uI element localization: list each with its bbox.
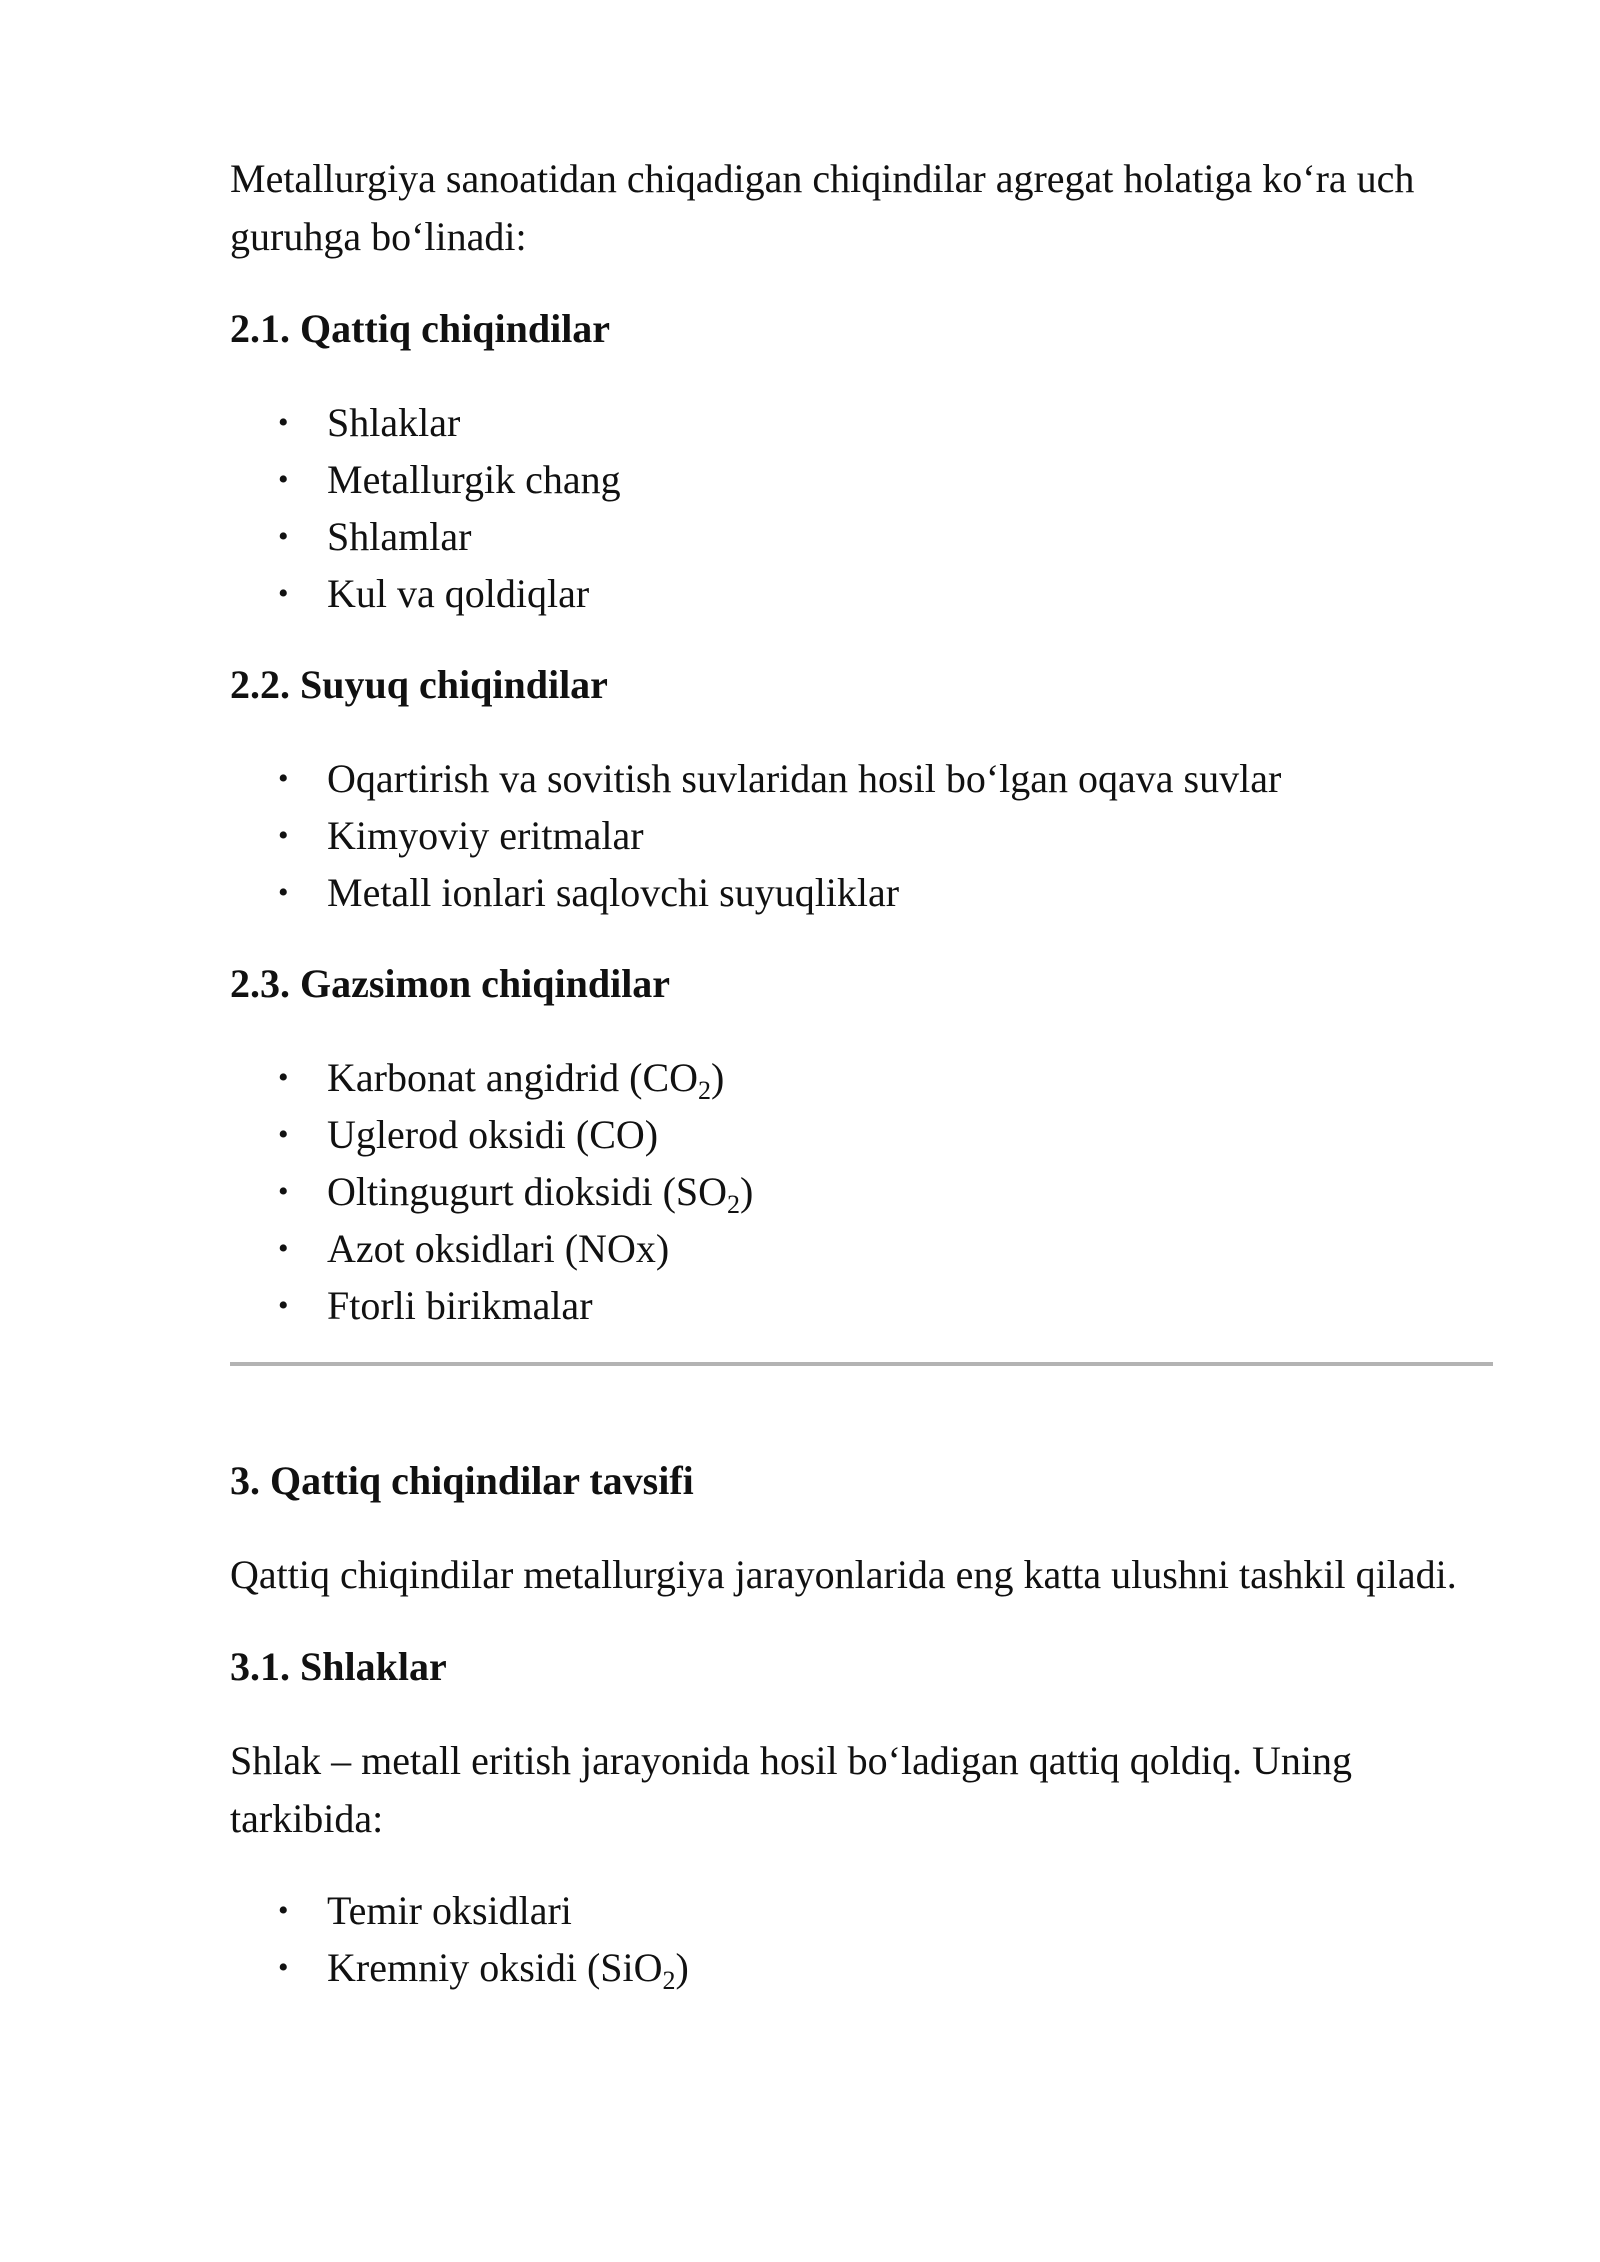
bullet-icon: • <box>278 1118 289 1151</box>
list-item: • Kul va qoldiqlar <box>230 565 1485 622</box>
list-item: • Kremniy oksidi (SiO$_2$) <box>230 1939 1485 1996</box>
bullet-icon: • <box>278 463 289 496</box>
bullet-icon: • <box>278 1951 289 1984</box>
list-item: • Ftorli birikmalar <box>230 1277 1485 1334</box>
list-item: • Temir oksidlari <box>230 1882 1485 1939</box>
liquid-waste-list <box>230 750 1485 921</box>
horizontal-divider <box>230 1362 1493 1366</box>
list-item: • Oltingugurt dioksidi $(SO_2)$ <box>230 1163 1485 1220</box>
list-item: • Karbonat angidrid $(CO_2)$ <box>230 1049 1485 1106</box>
slag-composition-list <box>230 1882 1485 1996</box>
list-item: • Shlaklar <box>230 394 1485 451</box>
list-item: • Oqartirish va sovitish suvlaridan hosil boʻlgan oqava suvlar <box>230 750 1485 807</box>
bullet-icon: • <box>278 406 289 439</box>
bullet-icon: • <box>278 1289 289 1322</box>
bullet-icon: • <box>278 762 289 795</box>
slag-paragraph: Shlak – metall eritish jarayonida hosil boʻladigan qattiq qoldiq. Uning tarkibida: <box>230 1738 1353 1841</box>
bullet-icon: • <box>278 1175 289 1208</box>
solid-waste-list <box>230 394 1485 622</box>
solid-waste-description-paragraph: Qattiq chiqindilar metallurgiya jarayonlarida eng katta ulushni tashkil qiladi. <box>230 1552 1457 1597</box>
bullet-icon: • <box>278 819 289 852</box>
list-item: • Metallurgik chang <box>230 451 1485 508</box>
list-item: • Uglerod oksidi (CO) <box>230 1106 1485 1163</box>
bullet-icon: • <box>278 577 289 610</box>
list-item: • Metall ionlari saqlovchi suyuqliklar <box>230 864 1485 921</box>
heading-slag: 3.1. Shlaklar <box>230 1644 447 1689</box>
bullet-icon: • <box>278 876 289 909</box>
heading-gaseous-waste: 2.3. Gazsimon chiqindilar <box>230 961 671 1006</box>
gaseous-waste-list <box>230 1049 1485 1334</box>
intro-paragraph: Metallurgiya sanoatidan chiqadigan chiqindilar agregat holatiga koʻra uch guruhga boʻlinadi: <box>230 156 1415 259</box>
bullet-icon: • <box>278 1894 289 1927</box>
bullet-icon: • <box>278 1061 289 1094</box>
list-item: • Kimyoviy eritmalar <box>230 807 1485 864</box>
list-item: • Shlamlar <box>230 508 1485 565</box>
bullet-icon: • <box>278 520 289 553</box>
bullet-icon: • <box>278 1232 289 1265</box>
heading-liquid-waste: 2.2. Suyuq chiqindilar <box>230 662 608 707</box>
heading-solid-waste: 2.1. Qattiq chiqindilar <box>230 306 611 351</box>
list-item: • Azot oksidlari (NOx) <box>230 1220 1485 1277</box>
heading-solid-waste-description: 3. Qattiq chiqindilar tavsifi <box>230 1458 694 1503</box>
